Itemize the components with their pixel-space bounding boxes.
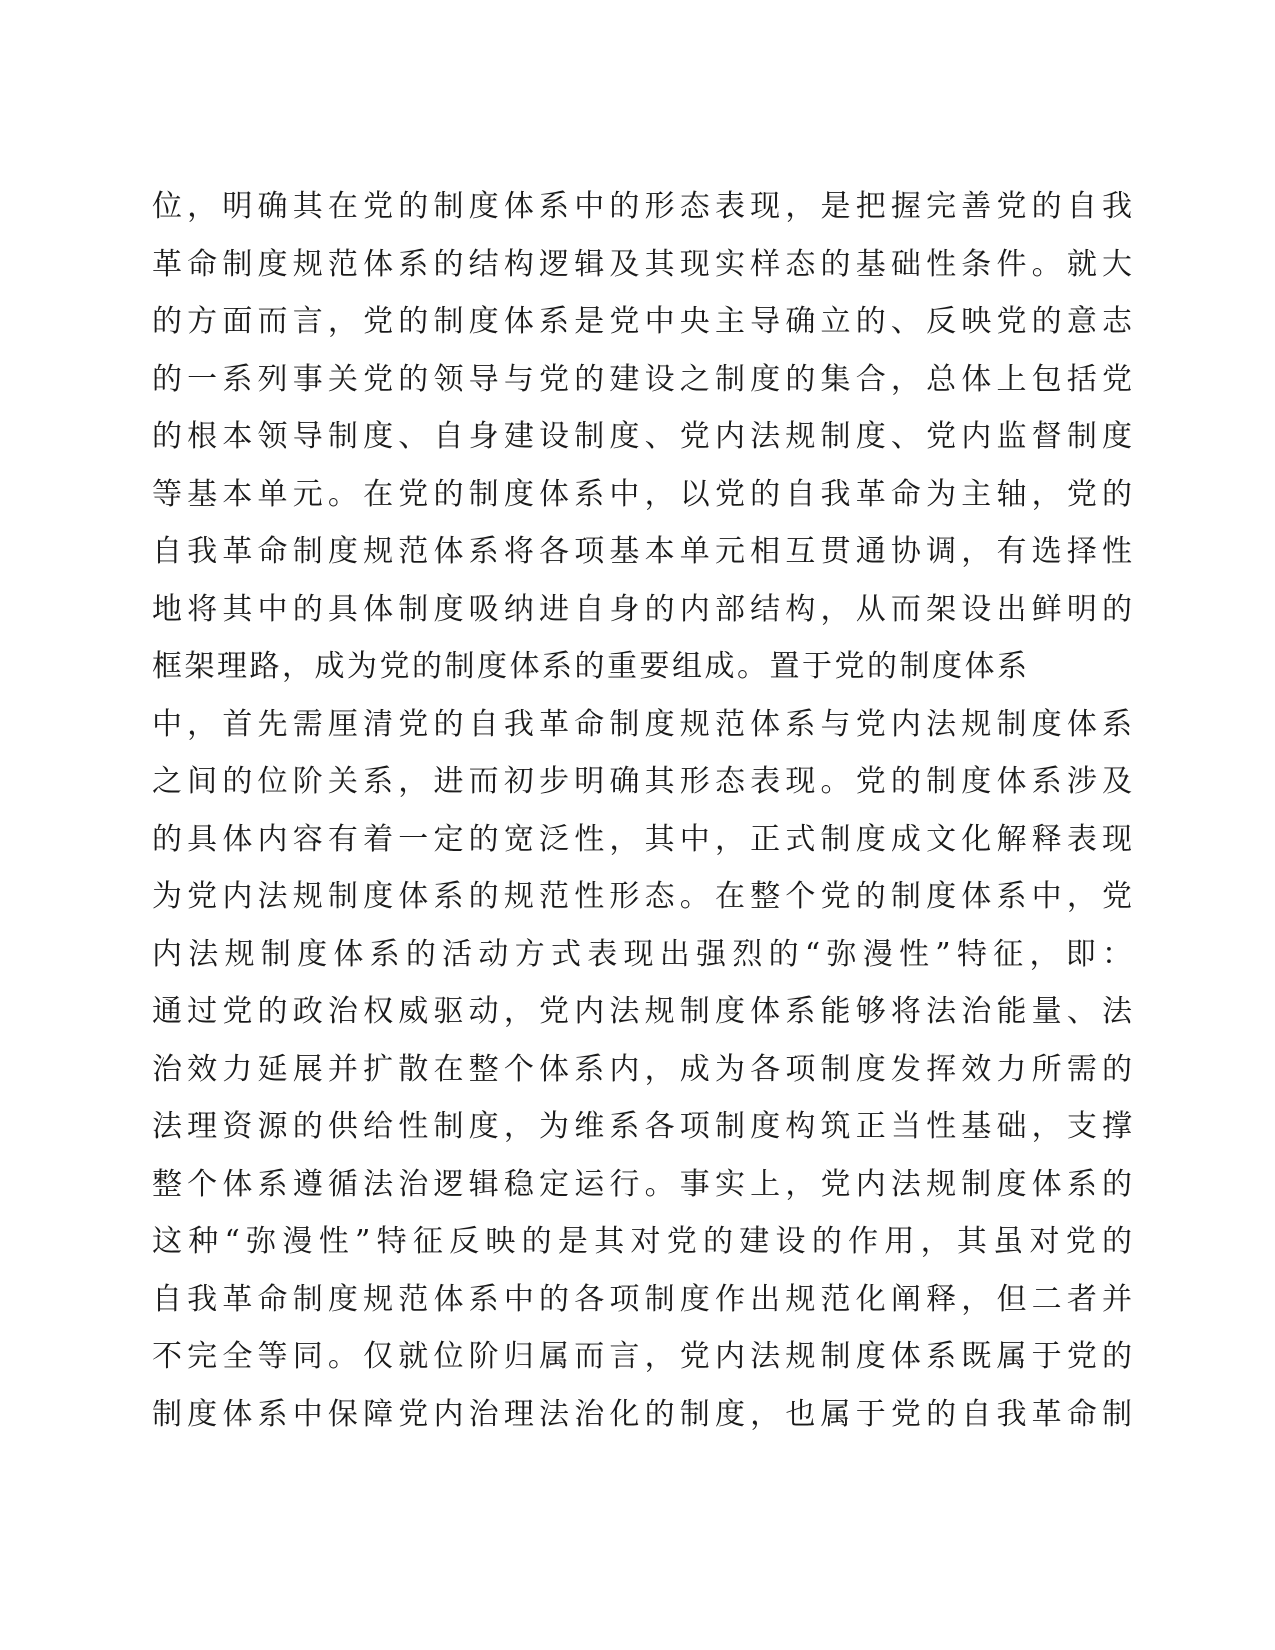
- text-line: 法理资源的供给性制度，为维系各项制度构筑正当性基础，支撑: [152, 1109, 1132, 1144]
- text-line: 为党内法规制度体系的规范性形态。在整个党的制度体系中，党: [152, 879, 1132, 914]
- text-line: 之间的位阶关系，进而初步明确其形态表现。党的制度体系涉及: [152, 764, 1132, 799]
- text-line: 中，首先需厘清党的自我革命制度规范体系与党内法规制度体系: [152, 706, 1132, 742]
- text-line: 制度体系中保障党内治理法治化的制度，也属于党的自我革命制: [152, 1396, 1132, 1432]
- text-line: 框架理路，成为党的制度体系的重要组成。置于党的制度体系: [152, 649, 1030, 684]
- text-line: 治效力延展并扩散在整个体系内，成为各项制度发挥效力所需的: [152, 1051, 1132, 1087]
- text-line: 自我革命制度规范体系将各项基本单元相互贯通协调，有选择性: [152, 534, 1132, 569]
- text-line: 的一系列事关党的领导与党的建设之制度的集合，总体上包括党: [152, 361, 1132, 397]
- text-line: 地将其中的具体制度吸纳进自身的内部结构，从而架设出鲜明的: [152, 591, 1132, 627]
- text-line: 的根本领导制度、自身建设制度、党内法规制度、党内监督制度: [152, 419, 1132, 454]
- body-text: [152, 178, 1132, 1443]
- text-line: 不完全等同。仅就位阶归属而言，党内法规制度体系既属于党的: [152, 1339, 1132, 1374]
- text-line: 的具体内容有着一定的宽泛性，其中，正式制度成文化解释表现: [152, 821, 1132, 857]
- text-line: 整个体系遵循法治逻辑稳定运行。事实上，党内法规制度体系的: [152, 1166, 1132, 1202]
- text-line: 这种“弥漫性”特征反映的是其对党的建设的作用，其虽对党的: [152, 1224, 1132, 1259]
- text-line: 内法规制度体系的活动方式表现出强烈的“弥漫性”特征，即：: [152, 936, 1132, 972]
- text-line: 等基本单元。在党的制度体系中，以党的自我革命为主轴，党的: [152, 476, 1132, 512]
- text-line: 通过党的政治权威驱动，党内法规制度体系能够将法治能量、法: [152, 994, 1132, 1029]
- text-line: 的方面而言，党的制度体系是党中央主导确立的、反映党的意志: [152, 304, 1132, 339]
- text-line: 位，明确其在党的制度体系中的形态表现，是把握完善党的自我: [152, 189, 1132, 224]
- text-line: 自我革命制度规范体系中的各项制度作出规范化阐释，但二者并: [152, 1281, 1132, 1317]
- text-line: 革命制度规范体系的结构逻辑及其现实样态的基础性条件。就大: [152, 246, 1132, 282]
